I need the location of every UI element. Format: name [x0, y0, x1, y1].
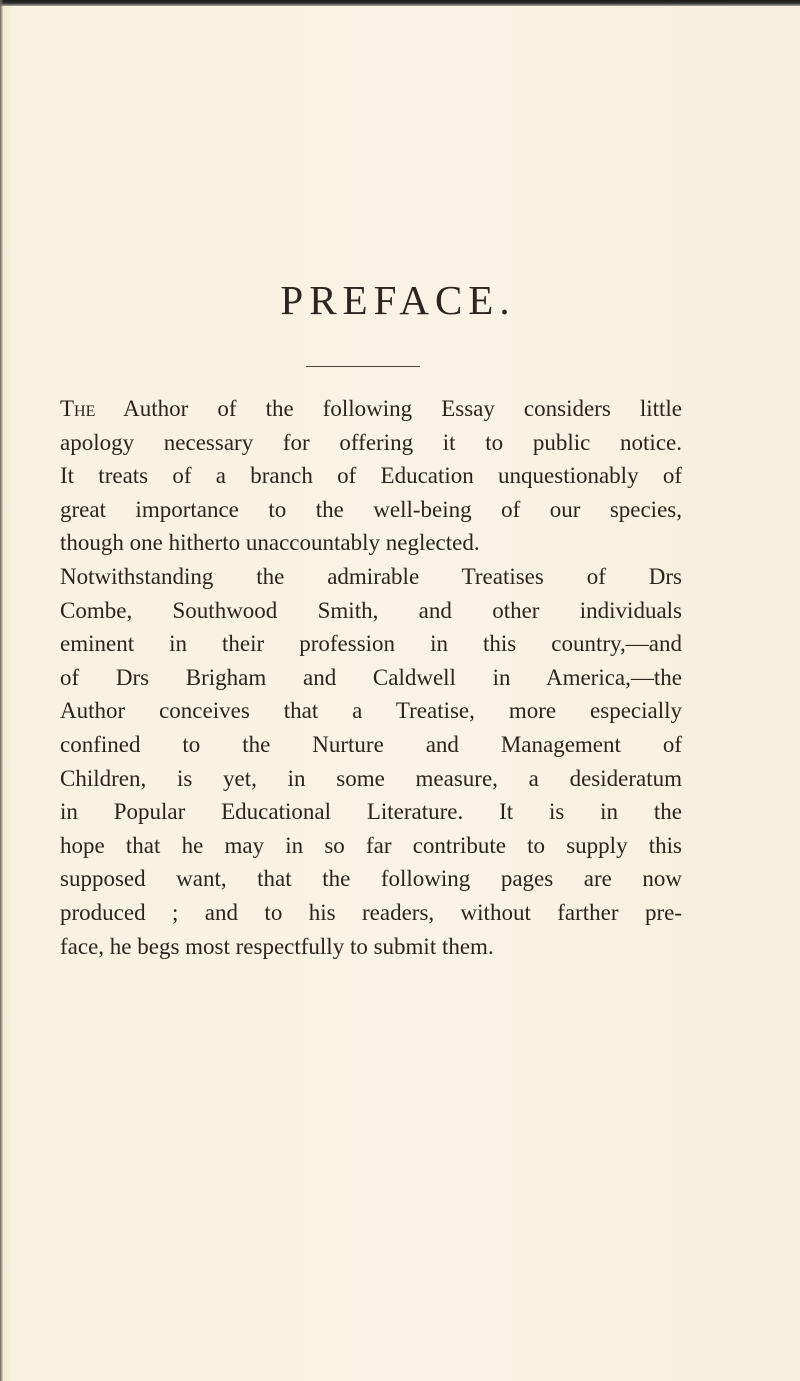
paragraph-line: confined to the Nurture and Management of [60, 731, 682, 757]
paragraph-line: It treats of a branch of Education unquestionably of [60, 463, 682, 489]
page-top-edge [0, 0, 800, 6]
paragraph-line: supposed want, that the following pages are now [60, 866, 682, 892]
paragraph-line: The Author of the following Essay considers little [60, 396, 682, 421]
paragraph-line: great importance to the well-being of our species, [60, 496, 682, 522]
paragraph-line: eminent in their profession in this country,—and [60, 631, 682, 657]
page-left-edge [0, 0, 3, 1381]
title-divider [306, 366, 420, 367]
page-title: PREFACE. [280, 277, 516, 323]
paragraph-line: Children, is yet, in some measure, a desideratum [60, 765, 682, 791]
lead-word: The [60, 396, 96, 421]
preface-paragraph [60, 392, 682, 963]
paragraph-line: face, he begs most respectfully to submit them. [60, 933, 494, 959]
paragraph-line: in Popular Educational Literature. It is in the [60, 799, 682, 825]
paragraph-line: Combe, Southwood Smith, and other individuals [60, 597, 682, 623]
paragraph-line: Notwithstanding the admirable Treatises of Drs [60, 563, 682, 589]
paragraph-line: apology necessary for offering it to public notice. [60, 429, 682, 455]
paragraph-line: of Drs Brigham and Caldwell in America,—the [60, 664, 682, 690]
paragraph-line: produced ; and to his readers, without farther pre- [60, 899, 682, 925]
paragraph-line: hope that he may in so far contribute to supply this [60, 832, 682, 858]
paragraph-line: Author conceives that a Treatise, more especially [60, 698, 682, 724]
paragraph-line: though one hitherto unaccountably neglected. [60, 530, 480, 556]
